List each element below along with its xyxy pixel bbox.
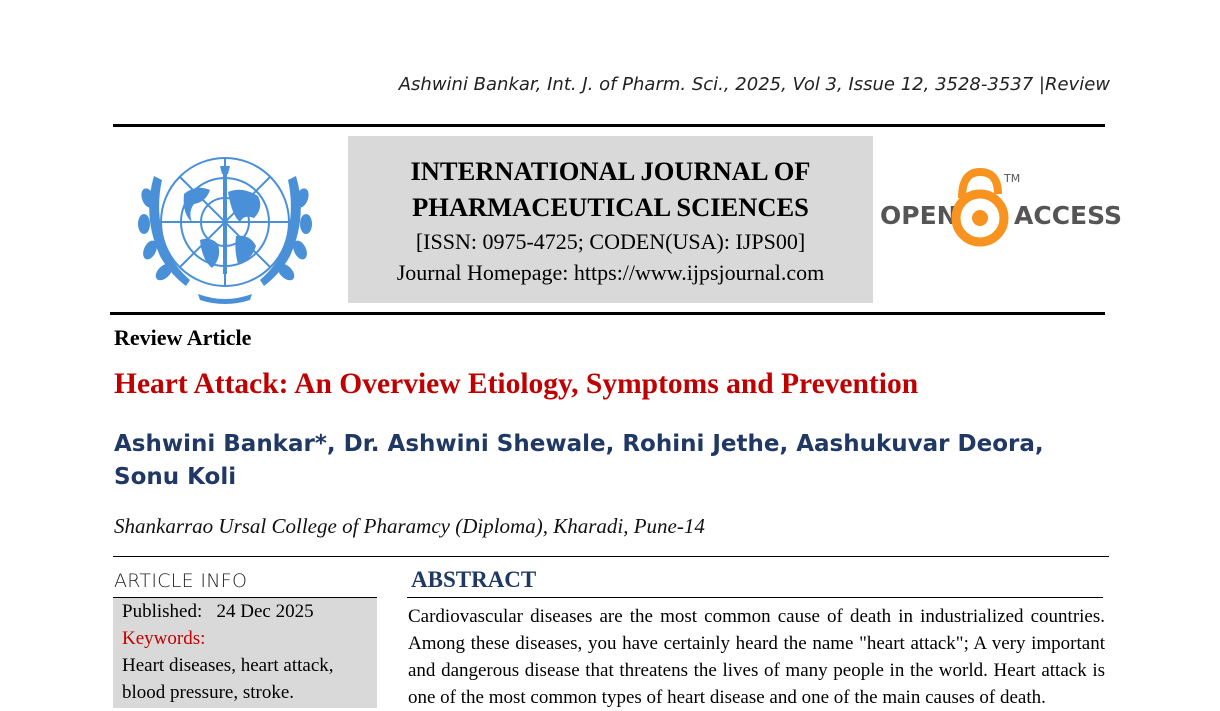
published-label: Published: <box>122 601 203 622</box>
keywords-line2: blood pressure, stroke. <box>122 682 295 703</box>
journal-title-line1: INTERNATIONAL JOURNAL OF <box>410 156 811 186</box>
published-date: 24 Dec 2025 <box>216 601 314 622</box>
article-title: Heart Attack: An Overview Etiology, Symptoms and Prevention <box>114 368 919 400</box>
abstract-heading: ABSTRACT <box>411 567 537 592</box>
open-access-left-text: OPEN <box>880 201 958 230</box>
trademark-mark: TM <box>1004 172 1021 185</box>
open-access-lock-icon <box>956 172 1004 242</box>
published-row <box>122 598 377 625</box>
journal-emblem-icon <box>124 136 326 308</box>
abstract-text: Cardiovascular diseases are the most common cause of death in industrialized countries. Among these diseases, you have certainly heard the name "heart attack"; A very important and dangerous disease that threatens the lives of many people in the world. Heart attack is one of the most common types of heart disease and one of the main causes of death. <box>408 606 1105 708</box>
article-authors: Ashwini Bankar*, Dr. Ashwini Shewale, Rohini Jethe, Aashukuvar Deora, Sonu Koli <box>114 431 1044 490</box>
journal-homepage-link[interactable]: Journal Homepage: https://www.ijpsjournal.com <box>396 260 825 285</box>
article-info-heading: ARTICLE INFO <box>114 570 248 592</box>
keywords-label: Keywords: <box>122 628 206 649</box>
abstract-rule <box>407 597 1103 598</box>
open-access-right-text: ACCESS <box>1014 201 1123 230</box>
journal-issn: [ISSN: 0975-4725; CODEN(USA): IJPS00] <box>415 229 806 254</box>
author-affiliation: Shankarrao Ursal College of Pharamcy (Diploma), Kharadi, Pune-14 <box>114 514 705 538</box>
keywords-line1: Heart diseases, heart attack, <box>122 655 334 676</box>
running-header-citation: Ashwini Bankar, Int. J. of Pharm. Sci., 2025, Vol 3, Issue 12, 3528-3537 |Review <box>398 74 1110 95</box>
journal-banner <box>348 136 873 303</box>
header-rule-top <box>113 124 1105 127</box>
journal-title-line2: PHARMACEUTICAL SCIENCES <box>412 192 809 222</box>
article-type-label: Review Article <box>114 325 252 350</box>
header-rule-bottom <box>110 312 1105 315</box>
open-access-logo <box>878 160 1123 252</box>
section-divider <box>113 556 1109 557</box>
article-info-box <box>113 598 377 708</box>
